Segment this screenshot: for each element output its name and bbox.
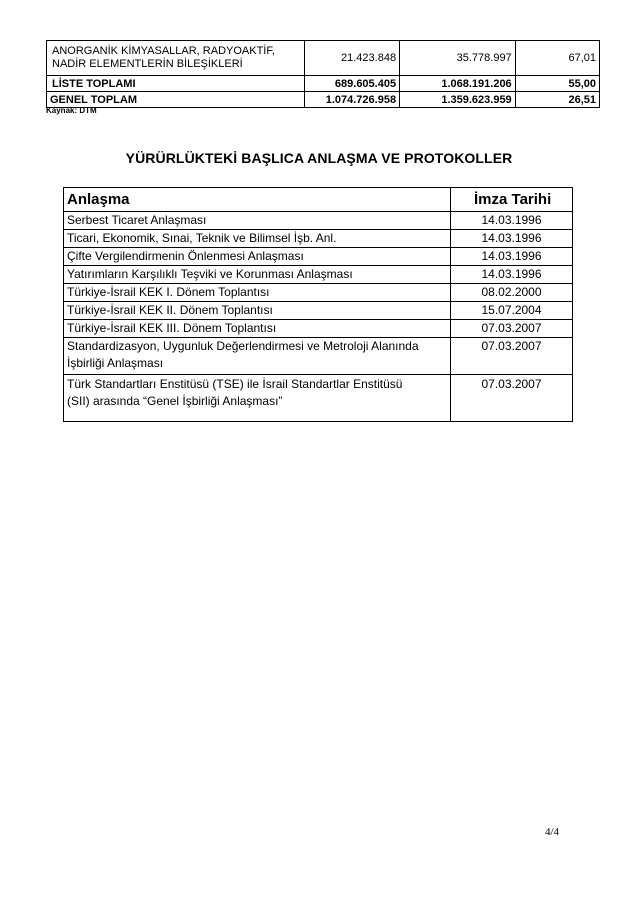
- agreement-name: [64, 375, 451, 422]
- agreement-name: Ticari, Ekonomik, Sınai, Teknik ve Bilimsel İşb. Anl.: [64, 230, 451, 248]
- signing-date: 14.03.1996: [451, 230, 573, 248]
- agreement-name-line2: (SII) arasında “Genel İşbirliği Anlaşması”: [67, 394, 283, 408]
- column-header-date: İmza Tarihi: [451, 188, 573, 212]
- table-row: [64, 230, 573, 248]
- agreement-name: Türkiye-İsrail KEK II. Dönem Toplantısı: [64, 302, 451, 320]
- table-row: [64, 212, 573, 230]
- table-row: [64, 375, 573, 422]
- value-cell: 689.605.405: [305, 76, 400, 92]
- trade-statistics-table: [46, 40, 600, 108]
- value-cell: 21.423.848: [305, 41, 400, 76]
- table-row: [64, 338, 573, 375]
- table-row: [64, 266, 573, 284]
- value-cell: 1.068.191.206: [400, 76, 516, 92]
- signing-date: 14.03.1996: [451, 266, 573, 284]
- value-cell: 1.359.623.959: [400, 92, 516, 108]
- source-note: Kaynak: DTM: [46, 106, 97, 115]
- agreement-name: Yatırımların Karşılıklı Teşviki ve Korunması Anlaşması: [64, 266, 451, 284]
- row-label-line1: ANORGANİK KİMYASALLAR, RADYOAKTİF,: [52, 45, 275, 57]
- percent-cell: 67,01: [515, 41, 599, 76]
- table-row: [64, 284, 573, 302]
- row-label-line2: NADİR ELEMENTLERİN BİLEŞİKLERİ: [52, 58, 243, 70]
- signing-date: 07.03.2007: [451, 338, 573, 375]
- agreement-name-line2: İşbirliği Anlaşması: [67, 356, 164, 370]
- agreement-name: Türkiye-İsrail KEK III. Dönem Toplantısı: [64, 320, 451, 338]
- value-cell: 35.778.997: [400, 41, 516, 76]
- agreement-name-line1: Türk Standartları Enstitüsü (TSE) ile İsrail Standartlar Enstitüsü: [67, 377, 403, 391]
- percent-cell: 26,51: [515, 92, 599, 108]
- agreements-table: [63, 187, 573, 422]
- table-row: [64, 320, 573, 338]
- signing-date: 14.03.1996: [451, 248, 573, 266]
- row-label: LİSTE TOPLAMI: [47, 76, 305, 92]
- percent-cell: 55,00: [515, 76, 599, 92]
- agreement-name-line1: Standardizasyon, Uygunluk Değerlendirmesi ve Metroloji Alanında: [67, 339, 419, 353]
- table-row: [64, 248, 573, 266]
- agreement-name: Çifte Vergilendirmenin Önlenmesi Anlaşması: [64, 248, 451, 266]
- row-label: [47, 41, 305, 76]
- signing-date: 07.03.2007: [451, 375, 573, 422]
- column-header-agreement: Anlaşma: [64, 188, 451, 212]
- agreement-name: [64, 338, 451, 375]
- section-title: YÜRÜRLÜKTEKİ BAŞLICA ANLAŞMA VE PROTOKOLLER: [125, 150, 513, 166]
- row-label: GENEL TOPLAM: [47, 92, 305, 108]
- table-row: [47, 41, 600, 76]
- agreement-name: Türkiye-İsrail KEK I. Dönem Toplantısı: [64, 284, 451, 302]
- table-row: [64, 302, 573, 320]
- list-total-row: [47, 76, 600, 92]
- agreement-name: Serbest Ticaret Anlaşması: [64, 212, 451, 230]
- value-cell: 1.074.726.958: [305, 92, 400, 108]
- table-header-row: [64, 188, 573, 212]
- signing-date: 08.02.2000: [451, 284, 573, 302]
- signing-date: 07.03.2007: [451, 320, 573, 338]
- signing-date: 14.03.1996: [451, 212, 573, 230]
- page-number: 4/4: [545, 826, 560, 838]
- grand-total-row: [47, 92, 600, 108]
- signing-date: 15.07.2004: [451, 302, 573, 320]
